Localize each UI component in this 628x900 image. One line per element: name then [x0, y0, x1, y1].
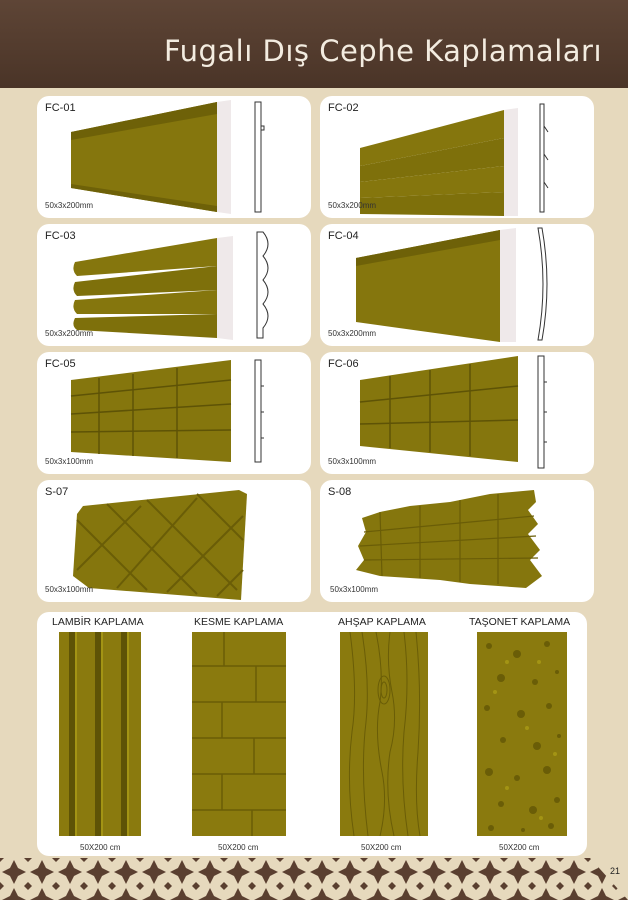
product-size: 50x3x200mm: [45, 329, 94, 338]
category-label-kesme: KESME KAPLAMA: [194, 616, 284, 628]
product-card-fc03: [37, 224, 311, 346]
s08-panel-image: [320, 480, 594, 602]
product-code: S-07: [45, 486, 69, 498]
product-code: FC-03: [45, 230, 76, 242]
category-size-tasonet: 50X200 cm: [499, 843, 540, 852]
product-size: 50x3x100mm: [330, 585, 379, 594]
product-card-s08: [320, 480, 594, 602]
product-card-fc04: [320, 224, 594, 346]
fc04-panel-image: [320, 224, 594, 346]
product-size: 50x3x100mm: [45, 457, 94, 466]
product-code: FC-06: [328, 358, 359, 370]
fc05-panel-image: [37, 352, 311, 474]
product-size: 50x3x200mm: [45, 201, 94, 210]
product-size: 50x3x200mm: [328, 329, 377, 338]
product-code: FC-04: [328, 230, 359, 242]
product-code: FC-02: [328, 102, 359, 114]
page-header: [0, 0, 628, 88]
fc02-panel-image: [320, 96, 594, 218]
category-size-kesme: 50X200 cm: [218, 843, 259, 852]
category-size-lambir: 50X200 cm: [80, 843, 121, 852]
tasonet-swatch: [477, 632, 567, 836]
fc01-panel-image: [37, 96, 311, 218]
product-size: 50x3x100mm: [45, 585, 94, 594]
category-label-tasonet: TAŞONET KAPLAMA: [469, 616, 571, 628]
product-size: 50x3x100mm: [328, 457, 377, 466]
product-code: FC-05: [45, 358, 76, 370]
s07-panel-image: [37, 480, 311, 602]
category-size-ahsap: 50X200 cm: [361, 843, 402, 852]
product-card-fc02: [320, 96, 594, 218]
footer-pattern: [0, 858, 628, 900]
fc03-panel-image: [37, 224, 311, 346]
product-size: 50x3x200mm: [328, 201, 377, 210]
ahsap-swatch: [340, 632, 428, 836]
product-code: S-08: [328, 486, 352, 498]
fc06-panel-image: [320, 352, 594, 474]
product-card-fc06: [320, 352, 594, 474]
category-label-ahsap: AHŞAP KAPLAMA: [338, 616, 426, 628]
kesme-swatch: [192, 632, 286, 836]
product-code: FC-01: [45, 102, 76, 114]
product-card-s07: [37, 480, 311, 602]
product-card-fc01: [37, 96, 311, 218]
category-label-lambir: LAMBİR KAPLAMA: [52, 616, 144, 628]
page-title: Fugalı Dış Cephe Kaplamaları: [164, 34, 602, 68]
page-number: 21: [609, 866, 620, 876]
product-card-fc05: [37, 352, 311, 474]
lambir-swatch: [59, 632, 141, 836]
